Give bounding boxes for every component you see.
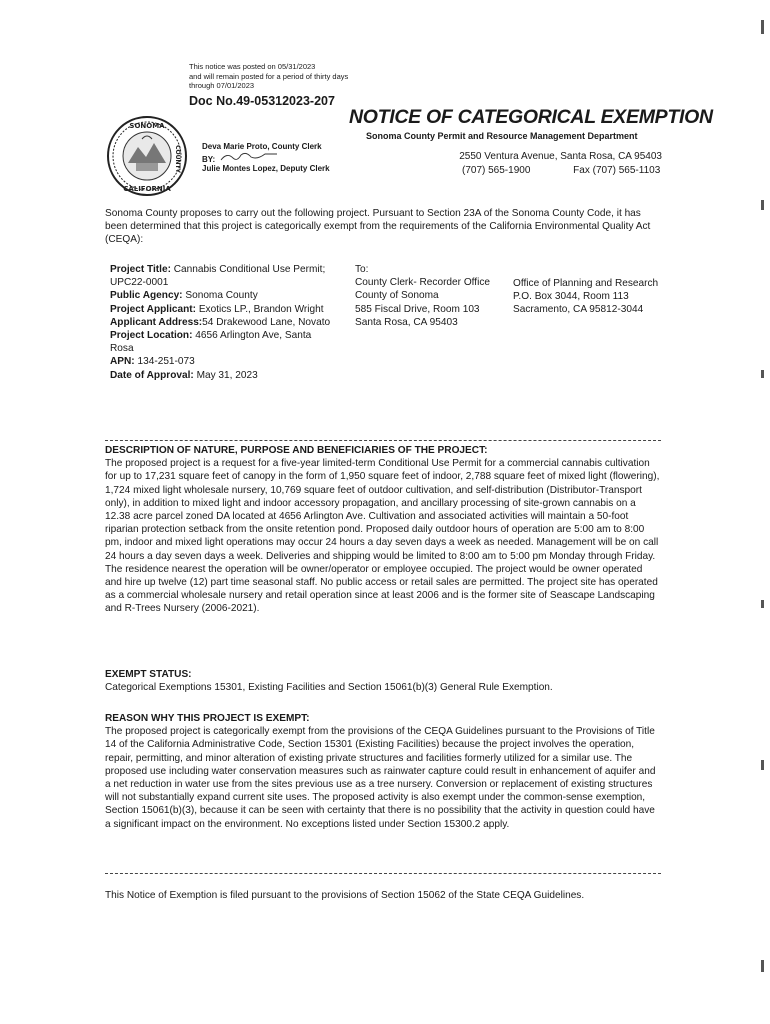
seal-text-bottom: CALIFORNIA [123,185,171,193]
scan-mark [761,600,764,608]
intro-paragraph: Sonoma County proposes to carry out the following project. Pursuant to Section 23A of the Sonoma County Code, it has been determined that this project is categorically exempt from the requirements of the California Environmental Quality Act (CEQA): [105,208,651,246]
county-seal-icon [106,115,188,197]
address-line: 585 Fiscal Drive, Room 103 [355,303,480,315]
field-value: May 31, 2023 [196,369,258,381]
address-line: Sacramento, CA 95812-3044 [513,304,644,316]
signature-icon [217,152,287,162]
department-address: 2550 Ventura Avenue, Santa Rosa, CA 95403 [459,151,662,162]
applicant-field [110,303,332,316]
field-label: Project Location: [110,330,193,342]
signature-line [202,152,330,165]
fax-number: Fax (707) 565-1103 [573,165,661,176]
phone-number: (707) 565-1900 [462,165,531,176]
project-location-field [110,329,332,355]
approval-date-field [110,369,332,382]
applicant-address-field [110,316,332,329]
exempt-status-section [105,668,661,694]
reason-section [105,712,661,831]
posting-notice [189,62,348,91]
section-heading: REASON WHY THIS PROJECT IS EXEMPT: [105,713,310,724]
clerk-block [202,142,330,174]
field-value: 4656 Arlington Ave, Santa Rosa [110,330,312,355]
footer-note: This Notice of Exemption is filed pursuant to the provisions of Section 15062 of the State CEQA Guidelines. [105,890,585,901]
field-label: Applicant Address: [110,316,203,328]
field-label: APN: [110,356,135,368]
reason-text: The proposed project is categorically exempt from the provisions of the CEQA Guidelines pursuant to the Provisions of Title 14 of the California Administrative Code, Section 15301 (Existing Facilities) because the project involves the operation, repair, permitting, and minor alteration of existing private structures and facilities formerly utilized for a similar use. The proposed use including water conservation measures such as rainwater capture could result in enhancement of aquifer and a net reduction in water use from the sites previous use as a tree nursery. Conversion or replacement of existing structures will not substantially expand current site uses. The proposed activity is also exempt under the common-sense exemption, Section 15061(b)(3), because it can be seen with certainty that there is no possibility that the activity in question could have a significant impact on the environment. No exceptions listed under Section 15300.2 apply. [105,726,656,830]
scan-mark [761,200,764,210]
recipient-county-clerk [355,263,505,329]
scan-mark [761,760,764,770]
description-section [105,444,661,616]
field-label: Project Applicant: [110,303,196,315]
address-line: Office of Planning and Research [513,278,659,289]
apn-field [110,355,332,368]
posting-line: and will remain posted for a period of thirty days [189,71,349,81]
field-value: Sonoma County [185,290,258,302]
to-label: To: [355,264,369,275]
field-value: Exotics LP., Brandon Wright [198,303,324,315]
address-line: Santa Rosa, CA 95403 [355,316,458,328]
exempt-status-text: Categorical Exemptions 15301, Existing Facilities and Section 15061(b)(3) General Rule Exemption. [105,682,553,694]
by-label: BY: [202,154,216,164]
field-value: Cannabis Conditional Use Permit; UPC22-0001 [110,264,326,289]
recipient-planning-office [513,277,663,317]
scan-mark [761,960,764,972]
field-value: 134-251-073 [137,356,195,368]
divider [105,440,661,441]
deputy-clerk: Julie Montes Lopez, Deputy Clerk [202,164,330,173]
seal-text-top: SONOMA [129,122,165,130]
clerk-name: Deva Marie Proto, County Clerk [202,142,322,151]
contact-line [462,165,660,176]
posting-line: This notice was posted on 05/31/2023 [189,62,316,71]
project-title-field [110,263,332,289]
field-label: Public Agency: [110,290,183,302]
address-line: County Clerk- Recorder Office [355,277,491,289]
address-line: P.O. Box 3044, Room 113 [513,291,629,303]
seal-text-right: COUNTY [174,145,181,173]
section-heading: DESCRIPTION OF NATURE, PURPOSE AND BENEFICIARIES OF THE PROJECT: [105,445,488,456]
scan-mark [761,20,764,34]
public-agency-field [110,289,332,302]
field-label: Project Title: [110,264,171,275]
address-line: County of Sonoma [355,290,439,302]
page-title: NOTICE OF CATEGORICAL EXEMPTION [349,106,713,128]
department-name: Sonoma County Permit and Resource Management Department [366,131,638,141]
scan-mark [761,370,764,378]
field-value: 54 Drakewood Lane, Novato [202,316,331,328]
section-heading: EXEMPT STATUS: [105,669,192,680]
document-number: Doc No.49-05312023-207 [189,94,335,108]
description-text: The proposed project is a request for a five-year limited-term Conditional Use Permit for a commercial cannabis cultivation for up to 17,231 square feet of canopy in the form of 1,950 square feet of indoor, 2,788 square feet of mixed light (flowering), 1,724 mixed light wholesale nursery, 10,769 square feet of outdoor cultivation, and self-distribution (Distributor-Transport only), in addition to mixed light and indoor accessory propagation, and ancillary processing of site-grown cannabis on a 12.38 acre parcel zoned DA located at 4656 Arlington Ave. Cultivation and associated activities will maintain a 50-foot riparian protection setback from the onsite retention pond. Proposed daily outdoor hours of operation are 5:00 am to 8:00 pm, indoor and mixed light operations may occur 24 hours a day seven days a week as needed. Management will be on call 24 hours a day seven days a week. Deliveries and shipping would be limited to 8:00 am to 5:00 pm Monday through Friday. The residence nearest the operation will be owner/operator or employee occupied. The project would be owner operated and hire up twelve (12) part time seasonal staff. No public access or retail sales are permitted. The project site has operated as a commercial wholesale nursery and retail operation since at least 2006 and is the former site of Seascape Landscaping and R-Trees Nursery (2006-2021). [105,458,660,615]
field-label: Date of Approval: [110,369,194,381]
posting-line: through 07/01/2023 [189,81,255,91]
divider [105,873,661,874]
project-details [110,263,332,382]
